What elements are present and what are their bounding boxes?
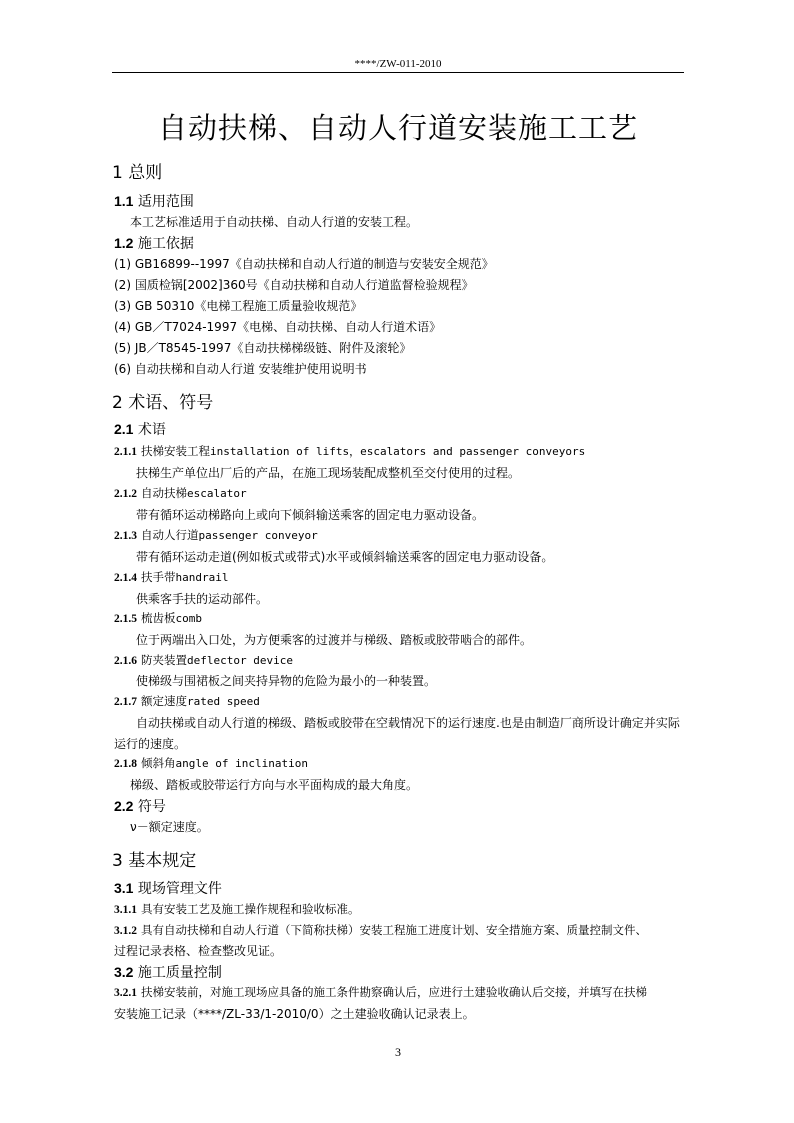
term-name: 倾斜角 — [141, 756, 176, 770]
section-2-2-heading — [114, 796, 166, 816]
section-title: 适用范围 — [137, 194, 194, 210]
term-name: 扶梯安装工程 — [141, 444, 210, 458]
term-definition: 供乘客手扶的运动部件。 — [136, 592, 269, 606]
clause-continued: 安装施工记录（****/ZL-33/1-2010/0）之土建验收确认记录表上。 — [114, 1007, 475, 1021]
term-number: 2.1.4 — [114, 572, 137, 584]
term-name: 额定速度 — [141, 694, 187, 708]
term-english: deflector device — [187, 654, 293, 667]
term-heading — [114, 485, 247, 501]
section-3-heading: 3 基本规定 — [112, 851, 197, 871]
section-number: 2.1 — [114, 421, 134, 437]
term-definition: 使梯级与围裙板之间夹持异物的危险为最小的一种装置。 — [136, 674, 437, 688]
term-number: 2.1.1 — [114, 446, 137, 458]
section-number: 3.1 — [114, 880, 134, 896]
header-rule — [112, 72, 684, 73]
term-english: angle of inclination — [175, 757, 308, 770]
clause-text: 具有安装工艺及施工操作规程和验收标准。 — [141, 902, 360, 916]
section-title: 现场管理文件 — [137, 881, 222, 897]
section-number: 2.2 — [114, 798, 134, 814]
reference-item: (1) GB16899--1997《自动扶梯和自动人行道的制造与安装安全规范》 — [114, 257, 494, 271]
section-3-1-heading — [114, 878, 222, 898]
reference-item: (6) 自动扶梯和自动人行道 安装维护使用说明书 — [114, 362, 367, 376]
section-number: 3.2 — [114, 964, 134, 980]
clause — [114, 984, 647, 1000]
term-english: comb — [175, 612, 202, 625]
term-english: passenger conveyor — [198, 529, 318, 542]
term-english: handrail — [175, 571, 229, 584]
reference-item: (2) 国质检锅[2002]360号《自动扶梯和自动人行道监督检验规程》 — [114, 278, 474, 292]
term-english: escalator — [187, 487, 247, 500]
term-definition-continued: 运行的速度。 — [114, 737, 187, 751]
clause-number: 3.2.1 — [114, 987, 137, 999]
term-definition: 带有循环运动梯路向上或向下倾斜输送乘客的固定电力驱动设备。 — [136, 508, 485, 522]
term-definition: 扶梯生产单位出厂后的产品，在施工现场装配成整机至交付使用的过程。 — [136, 466, 521, 480]
term-definition: 自动扶梯或自动人行道的梯级、踏板或胶带在空载情况下的运行速度.也是由制造厂商所设计确定并实际 — [136, 716, 680, 730]
term-heading — [114, 610, 202, 626]
clause — [114, 922, 647, 938]
clause-number: 3.1.1 — [114, 904, 137, 916]
term-name: 扶手带 — [141, 570, 176, 584]
clause-text: 具有自动扶梯和自动人行道（下简称扶梯）安装工程施工进度计划、安全措施方案、质量控制文件、 — [141, 923, 647, 937]
term-english: rated speed — [187, 695, 260, 708]
document-title: 自动扶梯、自动人行道安装施工工艺 — [157, 111, 638, 145]
section-1-2-heading — [114, 233, 194, 253]
paragraph: ν－额定速度。 — [130, 820, 209, 834]
term-definition: 带有循环运动走道(例如板式或带式)水平或倾斜输送乘客的固定电力驱动设备。 — [136, 550, 554, 564]
section-1-heading: 1 总则 — [112, 163, 163, 183]
page-number: 3 — [395, 1045, 401, 1059]
clause-text: 扶梯安装前，对施工现场应具备的施工条件勘察确认后，应进行土建验收确认后交接，并填写在扶梯 — [141, 985, 647, 999]
term-name: 自动扶梯 — [141, 486, 187, 500]
term-heading — [114, 443, 585, 459]
reference-item: (5) JB／T8545-1997《自动扶梯梯级链、附件及滚轮》 — [114, 341, 412, 355]
term-number: 2.1.7 — [114, 696, 137, 708]
term-heading — [114, 527, 318, 543]
term-english: installation of lifts，escalators and passenger conveyors — [210, 445, 586, 458]
clause-continued: 过程记录表格、检查整改见证。 — [114, 944, 283, 958]
section-title: 施工质量控制 — [137, 965, 222, 981]
reference-item: (3) GB 50310《电梯工程施工质量验收规范》 — [114, 299, 363, 313]
term-name: 自动人行道 — [141, 528, 199, 542]
section-title: 施工依据 — [137, 236, 194, 252]
paragraph: 本工艺标准适用于自动扶梯、自动人行道的安装工程。 — [130, 215, 419, 229]
term-name: 梳齿板 — [141, 611, 176, 625]
section-1-1-heading — [114, 191, 194, 211]
term-number: 2.1.5 — [114, 613, 137, 625]
term-heading — [114, 693, 260, 709]
term-heading — [114, 569, 228, 585]
clause-number: 3.1.2 — [114, 925, 137, 937]
term-heading — [114, 652, 293, 668]
term-definition: 梯级、踏板或胶带运行方向与水平面构成的最大角度。 — [130, 778, 419, 792]
term-number: 2.1.3 — [114, 530, 137, 542]
clause — [114, 901, 360, 917]
term-definition: 位于两端出入口处，为方便乘客的过渡并与梯级、踏板或胶带啮合的部件。 — [136, 633, 533, 647]
section-number: 1.2 — [114, 235, 134, 251]
section-number: 1.1 — [114, 193, 134, 209]
term-number: 2.1.2 — [114, 488, 137, 500]
section-2-1-heading — [114, 419, 166, 439]
section-title: 术语 — [137, 422, 166, 438]
section-2-heading: 2 术语、符号 — [112, 393, 214, 413]
term-heading — [114, 755, 308, 771]
section-3-2-heading — [114, 962, 222, 982]
section-title: 符号 — [137, 799, 166, 815]
running-header: ****/ZW-011-2010 — [354, 58, 442, 70]
reference-item: (4) GB／T7024-1997《电梯、自动扶梯、自动人行道术语》 — [114, 320, 442, 334]
term-number: 2.1.6 — [114, 655, 137, 667]
term-number: 2.1.8 — [114, 758, 137, 770]
term-name: 防夹装置 — [141, 653, 187, 667]
